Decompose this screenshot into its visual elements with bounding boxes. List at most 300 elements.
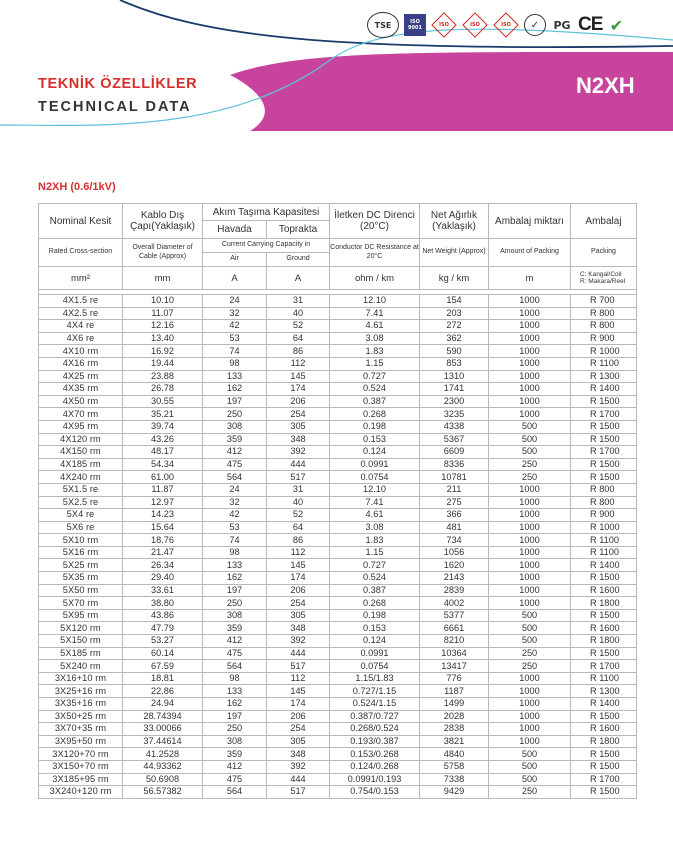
cell-kesit: 3X70+35 rm [39, 723, 123, 736]
cell-air: 412 [203, 760, 267, 773]
cell-kesit: 3X240+120 rm [39, 786, 123, 799]
cell-cap: 16.92 [123, 345, 203, 358]
cell-ground: 305 [267, 420, 330, 433]
cell-direnc: 0.727/1.15 [330, 685, 420, 698]
cell-ground: 86 [267, 534, 330, 547]
cell-air: 564 [203, 471, 267, 484]
cell-ground: 517 [267, 471, 330, 484]
cell-cap: 26.78 [123, 383, 203, 396]
cell-agirlik: 3821 [420, 735, 489, 748]
cell-kesit: 4X50 rm [39, 395, 123, 408]
cell-agirlik: 1620 [420, 559, 489, 572]
header-akim-tr: Akım Taşıma Kapasitesi [203, 204, 330, 221]
cell-kesit: 5X95 rm [39, 609, 123, 622]
cell-miktar: 1000 [489, 295, 571, 308]
cell-cap: 53.27 [123, 635, 203, 648]
cell-kesit: 5X6 re [39, 521, 123, 534]
header-cap-en: Overall Diameter of Cable (Approx) [123, 239, 203, 267]
cell-direnc: 0.387 [330, 395, 420, 408]
circle-mark-icon: ✓ [524, 14, 546, 36]
cell-ground: 112 [267, 546, 330, 559]
table-row [39, 723, 637, 736]
table-row [39, 760, 637, 773]
cell-agirlik: 13417 [420, 660, 489, 673]
cell-agirlik: 4002 [420, 597, 489, 610]
cell-ground: 112 [267, 672, 330, 685]
cell-miktar: 500 [489, 622, 571, 635]
cell-agirlik: 8336 [420, 458, 489, 471]
cell-miktar: 1000 [489, 735, 571, 748]
cell-ground: 305 [267, 609, 330, 622]
cell-air: 133 [203, 370, 267, 383]
cell-miktar: 1000 [489, 534, 571, 547]
certification-logos [367, 12, 625, 38]
cell-agirlik: 275 [420, 496, 489, 509]
cell-cap: 50.6908 [123, 773, 203, 786]
cell-miktar: 1000 [489, 509, 571, 522]
table-row [39, 357, 637, 370]
cell-air: 250 [203, 597, 267, 610]
table-row [39, 748, 637, 761]
cell-cap: 33.61 [123, 584, 203, 597]
cell-ground: 392 [267, 446, 330, 459]
cell-miktar: 1000 [489, 521, 571, 534]
cell-cap: 56.57382 [123, 786, 203, 799]
cell-ground: 145 [267, 559, 330, 572]
cell-direnc: 0.524 [330, 572, 420, 585]
cell-air: 412 [203, 446, 267, 459]
cell-direnc: 0.727 [330, 370, 420, 383]
table-row [39, 710, 637, 723]
cell-air: 32 [203, 307, 267, 320]
cell-miktar: 1000 [489, 408, 571, 421]
cell-miktar: 1000 [489, 357, 571, 370]
cell-direnc: 1.15/1.83 [330, 672, 420, 685]
cell-miktar: 500 [489, 420, 571, 433]
cell-pack: R 1700 [571, 660, 637, 673]
cell-air: 197 [203, 584, 267, 597]
cell-kesit: 5X1.5 re [39, 483, 123, 496]
unit-direnc: ohm / km [330, 267, 420, 290]
cell-miktar: 1000 [489, 672, 571, 685]
quality-logo-icon: ISO 9001 [404, 14, 426, 36]
table-row [39, 521, 637, 534]
cell-ground: 348 [267, 433, 330, 446]
cell-cap: 18.76 [123, 534, 203, 547]
cell-ground: 348 [267, 748, 330, 761]
cell-agirlik: 5367 [420, 433, 489, 446]
cell-ground: 174 [267, 698, 330, 711]
cell-miktar: 1000 [489, 370, 571, 383]
cell-cap: 33.00066 [123, 723, 203, 736]
cell-ground: 206 [267, 710, 330, 723]
cell-kesit: 3X120+70 rm [39, 748, 123, 761]
cell-direnc: 0.124 [330, 446, 420, 459]
rohs-check-icon: ✔ [609, 15, 624, 35]
cell-air: 564 [203, 660, 267, 673]
header-agirlik-en: Net Weight (Approx) [420, 239, 489, 267]
cell-cap: 15.64 [123, 521, 203, 534]
cell-pack: R 800 [571, 483, 637, 496]
cell-miktar: 250 [489, 660, 571, 673]
cell-ground: 444 [267, 647, 330, 660]
cell-air: 412 [203, 635, 267, 648]
cell-ground: 52 [267, 509, 330, 522]
cell-cap: 67.59 [123, 660, 203, 673]
header-toprakta: Toprakta [267, 221, 330, 239]
cell-agirlik: 5758 [420, 760, 489, 773]
table-row [39, 395, 637, 408]
table-row [39, 458, 637, 471]
cell-direnc: 4.61 [330, 320, 420, 333]
table-row [39, 786, 637, 799]
cell-kesit: 3X16+10 rm [39, 672, 123, 685]
cell-kesit: 5X4 re [39, 509, 123, 522]
cell-direnc: 4.61 [330, 509, 420, 522]
cell-direnc: 1.15 [330, 546, 420, 559]
cell-cap: 48.17 [123, 446, 203, 459]
cell-pack: R 1500 [571, 395, 637, 408]
table-row [39, 433, 637, 446]
cell-miktar: 1000 [489, 685, 571, 698]
table-row [39, 735, 637, 748]
unit-cap: mm [123, 267, 203, 290]
cell-kesit: 4X185 rm [39, 458, 123, 471]
cell-pack: R 900 [571, 509, 637, 522]
cell-direnc: 7.41 [330, 307, 420, 320]
cell-cap: 22.86 [123, 685, 203, 698]
cell-cap: 12.16 [123, 320, 203, 333]
cell-ground: 254 [267, 597, 330, 610]
cell-air: 197 [203, 710, 267, 723]
table-row [39, 685, 637, 698]
cell-pack: R 1800 [571, 735, 637, 748]
cell-kesit: 4X150 rm [39, 446, 123, 459]
cell-direnc: 1.83 [330, 345, 420, 358]
cell-kesit: 3X25+16 rm [39, 685, 123, 698]
cell-direnc: 12.10 [330, 483, 420, 496]
cell-pack: R 1700 [571, 446, 637, 459]
cell-pack: R 1400 [571, 559, 637, 572]
cell-kesit: 4X25 rm [39, 370, 123, 383]
cell-direnc: 1.83 [330, 534, 420, 547]
cell-direnc: 0.0754 [330, 660, 420, 673]
page-header [0, 0, 673, 140]
title-turkish: TEKNİK ÖZELLİKLER [38, 76, 198, 92]
header-direnc-tr: İletken DC Direnci (20°C) [330, 204, 420, 239]
cell-pack: R 1600 [571, 584, 637, 597]
table-body [39, 295, 637, 799]
cell-agirlik: 2028 [420, 710, 489, 723]
cell-ground: 392 [267, 635, 330, 648]
cell-cap: 21.47 [123, 546, 203, 559]
cell-cap: 11.07 [123, 307, 203, 320]
table-row [39, 773, 637, 786]
cell-ground: 206 [267, 395, 330, 408]
cell-miktar: 1000 [489, 584, 571, 597]
tse-logo-icon: TSE [367, 12, 399, 38]
cell-ground: 174 [267, 383, 330, 396]
cell-kesit: 4X10 rm [39, 345, 123, 358]
cell-pack: R 1500 [571, 609, 637, 622]
cell-kesit: 4X6 re [39, 332, 123, 345]
cell-ground: 52 [267, 320, 330, 333]
cell-kesit: 4X4 re [39, 320, 123, 333]
table-row [39, 546, 637, 559]
cell-kesit: 3X35+16 rm [39, 698, 123, 711]
cell-miktar: 500 [489, 748, 571, 761]
cell-miktar: 1000 [489, 572, 571, 585]
cell-kesit: 5X120 rm [39, 622, 123, 635]
iso-diamond-icon-3: ISO [493, 14, 519, 36]
cell-direnc: 12.10 [330, 295, 420, 308]
unit-packing-coil: C: Kangal/Coil [580, 270, 622, 278]
cell-pack: R 800 [571, 496, 637, 509]
cell-air: 42 [203, 320, 267, 333]
header-packing-en: Packing [571, 239, 637, 267]
table-row [39, 370, 637, 383]
cell-air: 359 [203, 748, 267, 761]
cell-miktar: 250 [489, 458, 571, 471]
cell-air: 359 [203, 622, 267, 635]
unit-ground: A [267, 267, 330, 290]
cell-cap: 10.10 [123, 295, 203, 308]
cell-pack: R 1500 [571, 748, 637, 761]
cell-kesit: 3X50+25 rm [39, 710, 123, 723]
cell-direnc: 0.0991/0.193 [330, 773, 420, 786]
cell-ground: 517 [267, 786, 330, 799]
table-row [39, 496, 637, 509]
header-ambalaj-tr: Ambalaj [571, 204, 637, 239]
cell-miktar: 1000 [489, 395, 571, 408]
cell-kesit: 5X35 rm [39, 572, 123, 585]
cell-cap: 54.34 [123, 458, 203, 471]
cell-direnc: 0.268 [330, 597, 420, 610]
cell-miktar: 1000 [489, 345, 571, 358]
cell-agirlik: 9429 [420, 786, 489, 799]
cell-air: 250 [203, 723, 267, 736]
cell-agirlik: 10364 [420, 647, 489, 660]
cell-air: 53 [203, 332, 267, 345]
cell-air: 308 [203, 420, 267, 433]
cell-direnc: 1.15 [330, 357, 420, 370]
cell-kesit: 5X25 rm [39, 559, 123, 572]
cell-pack: R 800 [571, 320, 637, 333]
cell-direnc: 0.727 [330, 559, 420, 572]
cell-agirlik: 2143 [420, 572, 489, 585]
cell-ground: 31 [267, 295, 330, 308]
cell-air: 197 [203, 395, 267, 408]
cell-direnc: 3.08 [330, 521, 420, 534]
header-kesit-tr: Nominal Kesit [39, 204, 123, 239]
cell-ground: 64 [267, 332, 330, 345]
cell-direnc: 0.153 [330, 433, 420, 446]
cell-pack: R 1000 [571, 345, 637, 358]
table-row [39, 332, 637, 345]
cell-pack: R 1100 [571, 546, 637, 559]
technical-data-table [38, 203, 637, 799]
cell-agirlik: 776 [420, 672, 489, 685]
table-row [39, 672, 637, 685]
cell-agirlik: 3235 [420, 408, 489, 421]
cell-pack: R 1500 [571, 572, 637, 585]
cell-pack: R 1400 [571, 698, 637, 711]
cell-agirlik: 6661 [420, 622, 489, 635]
cell-ground: 444 [267, 458, 330, 471]
cell-ground: 145 [267, 370, 330, 383]
cell-ground: 31 [267, 483, 330, 496]
cell-ground: 145 [267, 685, 330, 698]
cell-ground: 40 [267, 496, 330, 509]
cell-pack: R 1300 [571, 685, 637, 698]
header-miktar-en: Amount of Packing [489, 239, 571, 267]
section-title: N2XH (0.6/1kV) [38, 181, 116, 193]
ce-mark-icon: CE [578, 14, 603, 35]
cell-pack: R 1100 [571, 672, 637, 685]
cell-direnc: 0.524 [330, 383, 420, 396]
cell-agirlik: 853 [420, 357, 489, 370]
cell-direnc: 0.124 [330, 635, 420, 648]
cell-agirlik: 4840 [420, 748, 489, 761]
cell-ground: 206 [267, 584, 330, 597]
header-cap-tr: Kablo Dış Çapı(Yaklaşık) [123, 204, 203, 239]
cell-cap: 39.74 [123, 420, 203, 433]
cell-kesit: 5X2.5 re [39, 496, 123, 509]
cell-air: 32 [203, 496, 267, 509]
cell-miktar: 1000 [489, 496, 571, 509]
cell-agirlik: 1499 [420, 698, 489, 711]
cell-air: 475 [203, 773, 267, 786]
cell-ground: 444 [267, 773, 330, 786]
cell-cap: 12.97 [123, 496, 203, 509]
cell-miktar: 250 [489, 647, 571, 660]
cell-kesit: 5X240 rm [39, 660, 123, 673]
table-row [39, 559, 637, 572]
cell-cap: 14.23 [123, 509, 203, 522]
cell-pack: R 1500 [571, 471, 637, 484]
cell-cap: 29.40 [123, 572, 203, 585]
unit-miktar: m [489, 267, 571, 290]
table-row [39, 534, 637, 547]
cell-direnc: 0.193/0.387 [330, 735, 420, 748]
header-akim-en: Current Carrying Capacity in [203, 239, 330, 253]
cell-cap: 44.93362 [123, 760, 203, 773]
cell-kesit: 5X150 rm [39, 635, 123, 648]
cell-pack: R 1400 [571, 383, 637, 396]
table-row [39, 509, 637, 522]
cell-cap: 11.87 [123, 483, 203, 496]
cell-agirlik: 203 [420, 307, 489, 320]
cell-pack: R 1700 [571, 773, 637, 786]
product-code: N2XH [576, 73, 635, 98]
cell-ground: 348 [267, 622, 330, 635]
cell-agirlik: 734 [420, 534, 489, 547]
header-havada: Havada [203, 221, 267, 239]
unit-packing [571, 267, 637, 290]
cell-agirlik: 7338 [420, 773, 489, 786]
cell-cap: 13.40 [123, 332, 203, 345]
cell-miktar: 500 [489, 773, 571, 786]
cell-air: 74 [203, 534, 267, 547]
cell-ground: 517 [267, 660, 330, 673]
cell-direnc: 0.268 [330, 408, 420, 421]
cell-cap: 26.34 [123, 559, 203, 572]
cell-cap: 43.26 [123, 433, 203, 446]
cell-ground: 40 [267, 307, 330, 320]
cell-miktar: 500 [489, 635, 571, 648]
cell-air: 475 [203, 647, 267, 660]
cell-agirlik: 10781 [420, 471, 489, 484]
header-agirlik-tr: Net Ağırlık (Yaklaşık) [420, 204, 489, 239]
cell-cap: 41.2528 [123, 748, 203, 761]
cell-agirlik: 1056 [420, 546, 489, 559]
cell-kesit: 4X240 rm [39, 471, 123, 484]
cell-miktar: 1000 [489, 332, 571, 345]
cell-direnc: 0.124/0.268 [330, 760, 420, 773]
cell-air: 162 [203, 698, 267, 711]
cell-pack: R 700 [571, 295, 637, 308]
cell-agirlik: 211 [420, 483, 489, 496]
cell-ground: 112 [267, 357, 330, 370]
cell-agirlik: 366 [420, 509, 489, 522]
cell-kesit: 5X70 rm [39, 597, 123, 610]
cell-agirlik: 1310 [420, 370, 489, 383]
unit-packing-reel: R: Makara/Reel [580, 278, 626, 285]
cell-ground: 64 [267, 521, 330, 534]
cell-cap: 61.00 [123, 471, 203, 484]
cell-agirlik: 8210 [420, 635, 489, 648]
table-row [39, 698, 637, 711]
table-row [39, 609, 637, 622]
cell-pack: R 1600 [571, 622, 637, 635]
cell-cap: 37.44614 [123, 735, 203, 748]
cell-cap: 19.44 [123, 357, 203, 370]
cell-ground: 392 [267, 760, 330, 773]
cell-pack: R 1500 [571, 786, 637, 799]
cell-cap: 35.21 [123, 408, 203, 421]
cell-air: 24 [203, 295, 267, 308]
cell-miktar: 1000 [489, 559, 571, 572]
unit-kesit: mm² [39, 267, 123, 290]
table-row [39, 307, 637, 320]
cell-direnc: 0.754/0.153 [330, 786, 420, 799]
cell-kesit: 5X185 rm [39, 647, 123, 660]
table-row [39, 584, 637, 597]
cell-miktar: 500 [489, 433, 571, 446]
cell-miktar: 500 [489, 446, 571, 459]
cell-direnc: 0.0991 [330, 458, 420, 471]
cell-miktar: 1000 [489, 597, 571, 610]
cell-air: 74 [203, 345, 267, 358]
cell-air: 98 [203, 672, 267, 685]
cell-kesit: 4X35 rm [39, 383, 123, 396]
cell-kesit: 5X50 rm [39, 584, 123, 597]
table-row [39, 635, 637, 648]
cell-air: 98 [203, 546, 267, 559]
table-row [39, 572, 637, 585]
table-row [39, 647, 637, 660]
cell-miktar: 1000 [489, 546, 571, 559]
table-row [39, 320, 637, 333]
cell-agirlik: 1741 [420, 383, 489, 396]
cell-miktar: 250 [489, 786, 571, 799]
cell-pack: R 1800 [571, 597, 637, 610]
cell-pack: R 1500 [571, 710, 637, 723]
cell-kesit: 3X185+95 rm [39, 773, 123, 786]
cell-kesit: 3X95+50 rm [39, 735, 123, 748]
cell-direnc: 0.387/0.727 [330, 710, 420, 723]
cell-pack: R 900 [571, 332, 637, 345]
